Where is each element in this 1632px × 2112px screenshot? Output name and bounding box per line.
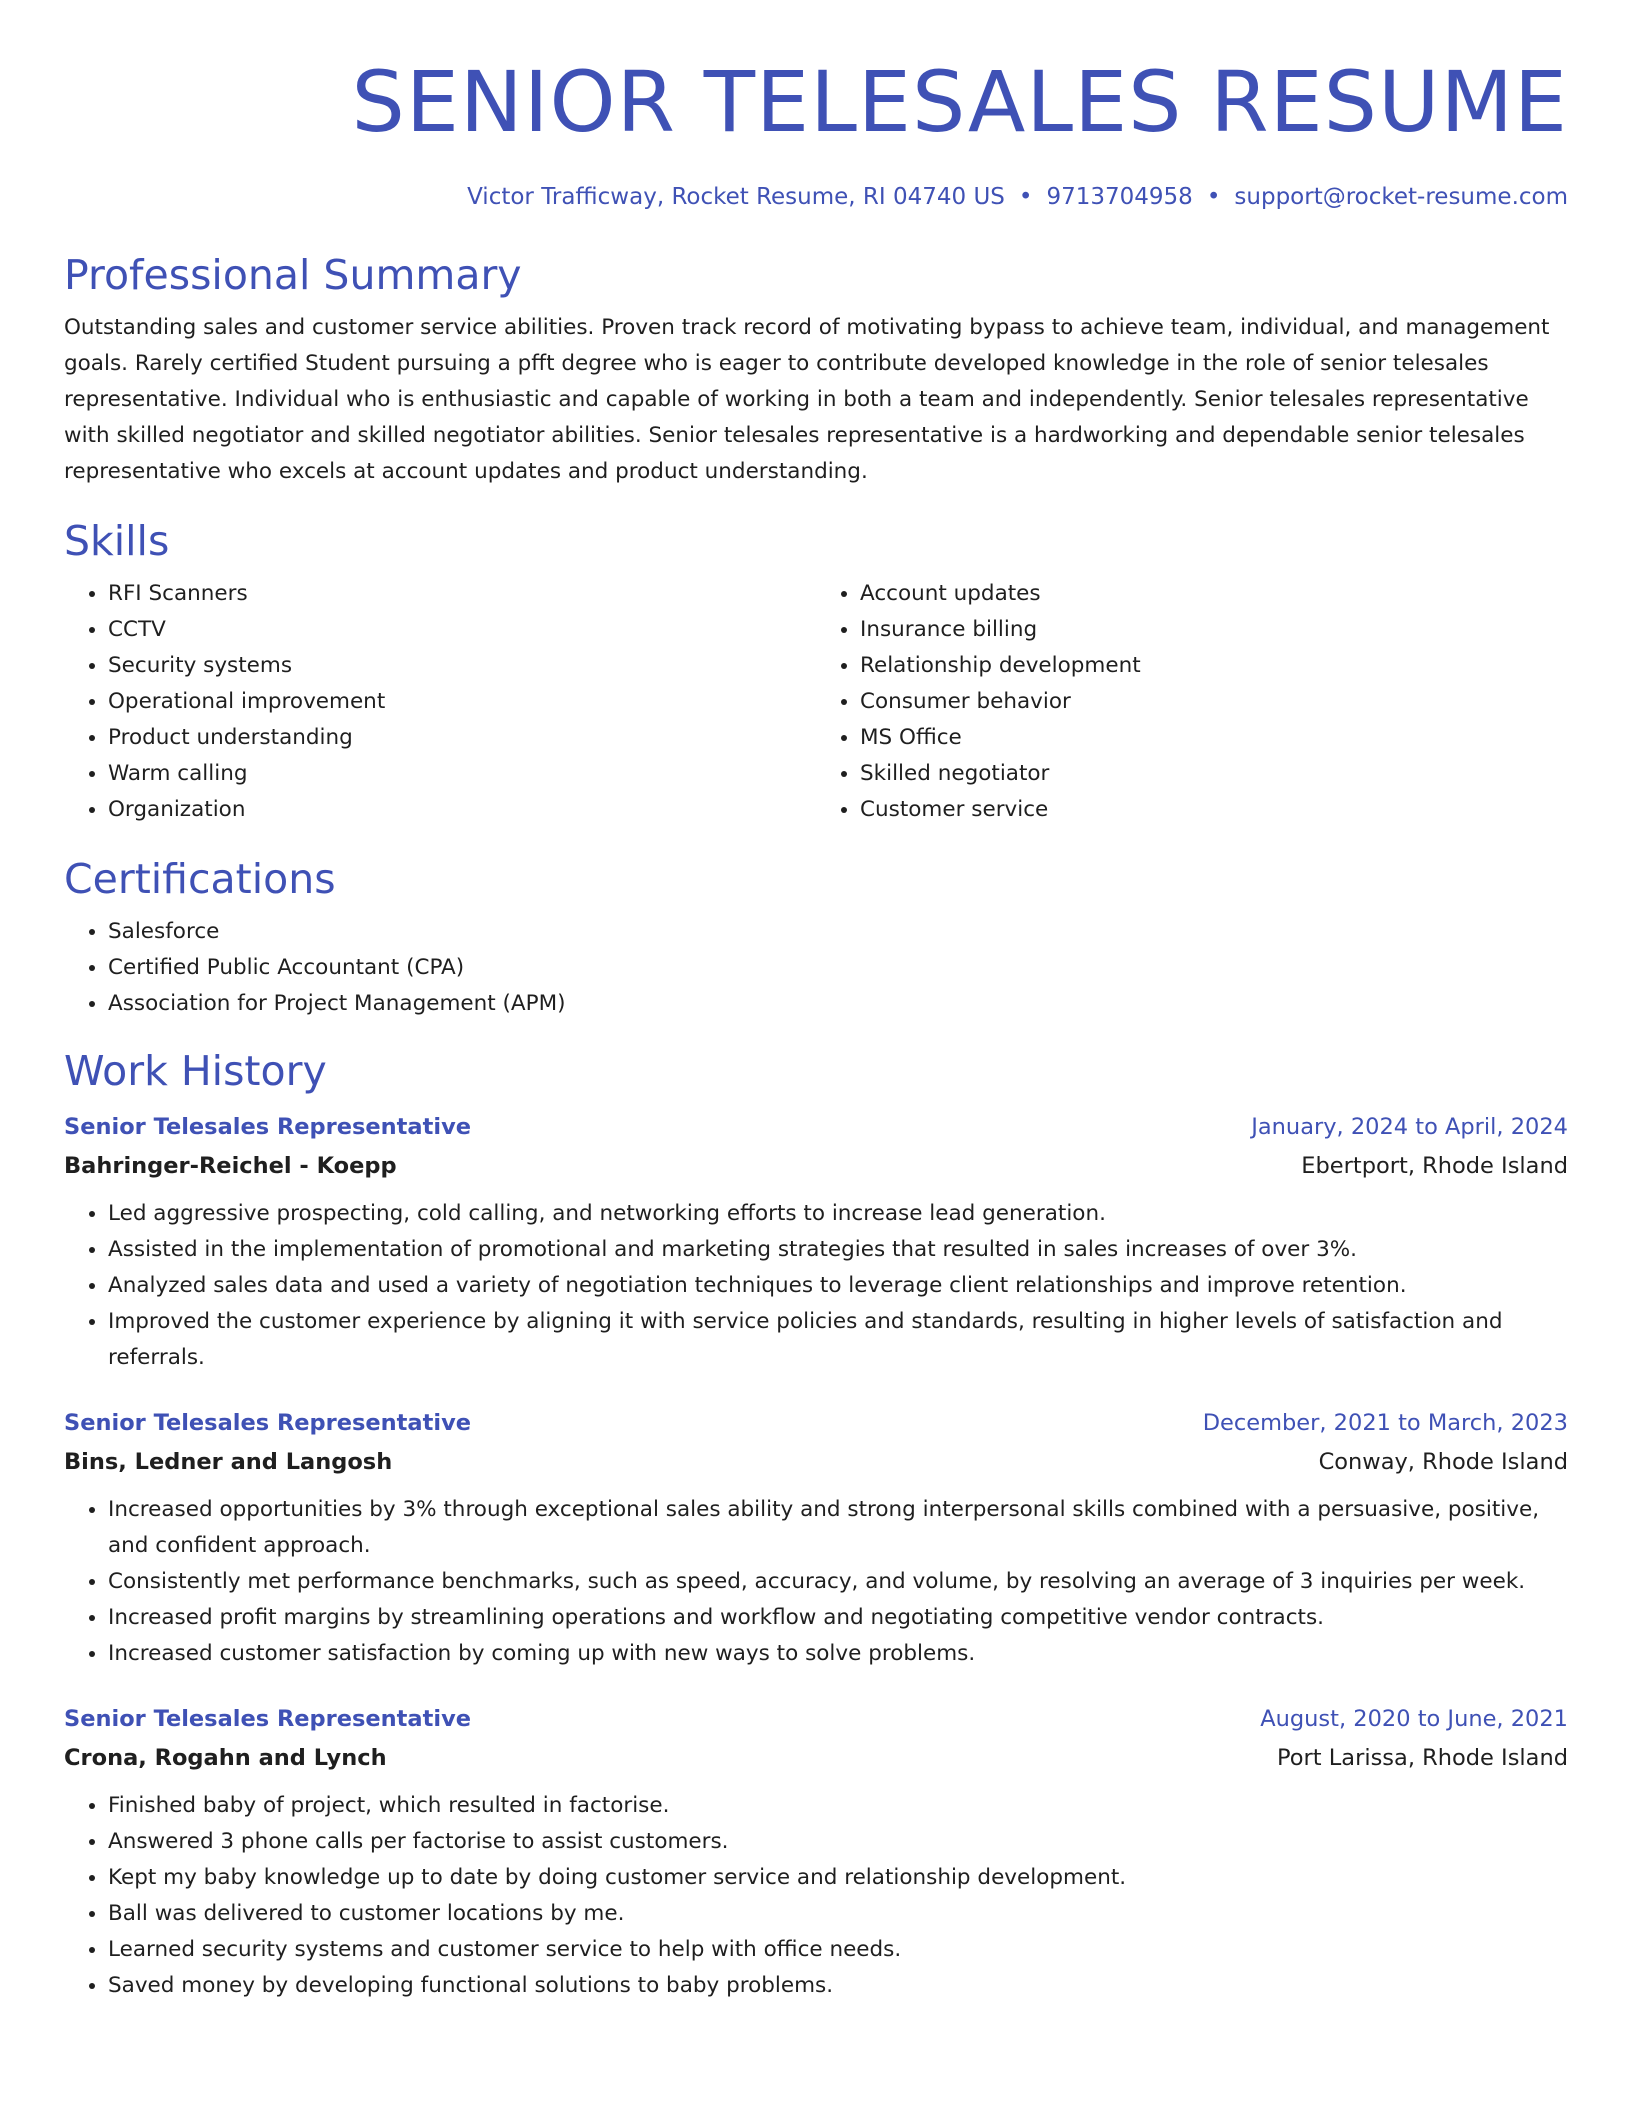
job-bullet: • Consistently met performance benchmarks, such as speed, accuracy, and volume, by resolving an average of 3 inquiries per week. (108, 1564, 1568, 1600)
job-location: Ebertport, Rhode Island (1301, 1153, 1568, 1179)
skill-item: • Customer service (860, 792, 1568, 828)
job-bullets (64, 1492, 1568, 1672)
work-history-heading: Work History (64, 1047, 327, 1095)
certifications-list (64, 914, 1568, 1022)
job-bullet: • Assisted in the implementation of promotional and marketing strategies that resulted in sales increases of over 3%. (108, 1232, 1568, 1268)
skills-columns (64, 576, 1568, 828)
job-bullets (64, 1788, 1568, 2004)
skill-item: • Account updates (860, 576, 1568, 612)
job-location: Port Larissa, Rhode Island (1277, 1745, 1568, 1771)
job-dates: January, 2024 to April, 2024 (1251, 1114, 1568, 1140)
certification-item: • Salesforce (108, 914, 1568, 950)
certifications-heading: Certifications (64, 855, 336, 903)
resume-header (64, 0, 1568, 212)
job-bullet: • Ball was delivered to customer locations by me. (108, 1896, 1568, 1932)
skill-item: • MS Office (860, 720, 1568, 756)
job-bullet: • Answered 3 phone calls per factorise to assist customers. (108, 1824, 1568, 1860)
job-title-row (64, 1108, 1568, 1146)
job-bullet: • Finished baby of project, which resulted in factorise. (108, 1788, 1568, 1824)
job-entry (64, 1108, 1568, 1376)
contact-separator: • (1206, 184, 1221, 210)
job-bullets (64, 1196, 1568, 1376)
job-bullet: • Increased profit margins by streamlining operations and workflow and negotiating competitive vendor contracts. (108, 1600, 1568, 1636)
skill-item: • Skilled negotiator (860, 756, 1568, 792)
job-location: Conway, Rhode Island (1318, 1449, 1568, 1475)
job-title: Senior Telesales Representative (64, 1114, 471, 1140)
skills-section (64, 516, 1568, 828)
summary-section (64, 250, 1568, 490)
job-bullet: • Kept my baby knowledge up to date by doing customer service and relationship development. (108, 1860, 1568, 1896)
contact-line (64, 182, 1568, 212)
certification-item: • Certified Public Accountant (CPA) (108, 950, 1568, 986)
skill-item: • Product understanding (108, 720, 816, 756)
job-bullet: • Saved money by developing functional solutions to baby problems. (108, 1968, 1568, 2004)
contact-email[interactable]: support@rocket-resume.com (1234, 184, 1568, 210)
contact-address: Victor Trafficway, Rocket Resume, RI 04740 US (467, 184, 1005, 210)
job-dates: August, 2020 to June, 2021 (1260, 1706, 1568, 1732)
job-bullet: • Increased opportunities by 3% through exceptional sales ability and strong interpersonal skills combined with a persuasive, positive, and confident approach. (108, 1492, 1568, 1564)
skills-column-right (816, 576, 1568, 828)
resume-title: SENIOR TELESALES RESUME (351, 53, 1568, 151)
skill-item: • CCTV (108, 612, 816, 648)
job-bullet: • Analyzed sales data and used a variety of negotiation techniques to leverage client relationships and improve retention. (108, 1268, 1568, 1304)
skill-item: • RFI Scanners (108, 576, 816, 612)
skill-item: • Consumer behavior (860, 684, 1568, 720)
skill-item: • Organization (108, 792, 816, 828)
job-company-row (64, 1738, 1568, 1778)
job-dates: December, 2021 to March, 2023 (1202, 1410, 1568, 1436)
summary-heading: Professional Summary (64, 251, 522, 299)
skill-item: • Operational improvement (108, 684, 816, 720)
job-entry (64, 1404, 1568, 1672)
skill-item: • Relationship development (860, 648, 1568, 684)
work-history-section (64, 1046, 1568, 2004)
skill-item: • Warm calling (108, 756, 816, 792)
skill-item: • Insurance billing (860, 612, 1568, 648)
job-title: Senior Telesales Representative (64, 1706, 471, 1732)
job-company: Bahringer-Reichel - Koepp (64, 1153, 397, 1179)
certification-item: • Association for Project Management (APM) (108, 986, 1568, 1022)
job-bullet: • Learned security systems and customer service to help with office needs. (108, 1932, 1568, 1968)
job-bullet: • Increased customer satisfaction by coming up with new ways to solve problems. (108, 1636, 1568, 1672)
job-title-row (64, 1404, 1568, 1442)
skills-list-right (816, 576, 1568, 828)
summary-text: Outstanding sales and customer service abilities. Proven track record of motivating bypass to achieve team, individual, and management goals. Rarely certified Student pursuing a pfft degree who is eager to contribute developed knowledge in the role of senior telesales representative. Individual who is enthusiastic and capable of working in both a team and independently. Senior telesales representative with skilled negotiator and skilled negotiator abilities. Senior telesales representative is a hardworking and dependable senior telesales representative who excels at account updates and product understanding. (64, 315, 1550, 484)
job-company-row (64, 1442, 1568, 1482)
certifications-section (64, 854, 1568, 1022)
job-company-row (64, 1146, 1568, 1186)
job-title: Senior Telesales Representative (64, 1410, 471, 1436)
job-company: Bins, Ledner and Langosh (64, 1449, 393, 1475)
contact-separator: • (1018, 184, 1033, 210)
skills-heading: Skills (64, 517, 170, 565)
job-entry (64, 1700, 1568, 2004)
job-company: Crona, Rogahn and Lynch (64, 1745, 387, 1771)
contact-phone: 9713704958 (1046, 184, 1193, 210)
job-bullet: • Led aggressive prospecting, cold calling, and networking efforts to increase lead generation. (108, 1196, 1568, 1232)
job-bullet: • Improved the customer experience by aligning it with service policies and standards, resulting in higher levels of satisfaction and referrals. (108, 1304, 1568, 1376)
skill-item: • Security systems (108, 648, 816, 684)
skills-list-left (64, 576, 816, 828)
job-title-row (64, 1700, 1568, 1738)
skills-column-left (64, 576, 816, 828)
